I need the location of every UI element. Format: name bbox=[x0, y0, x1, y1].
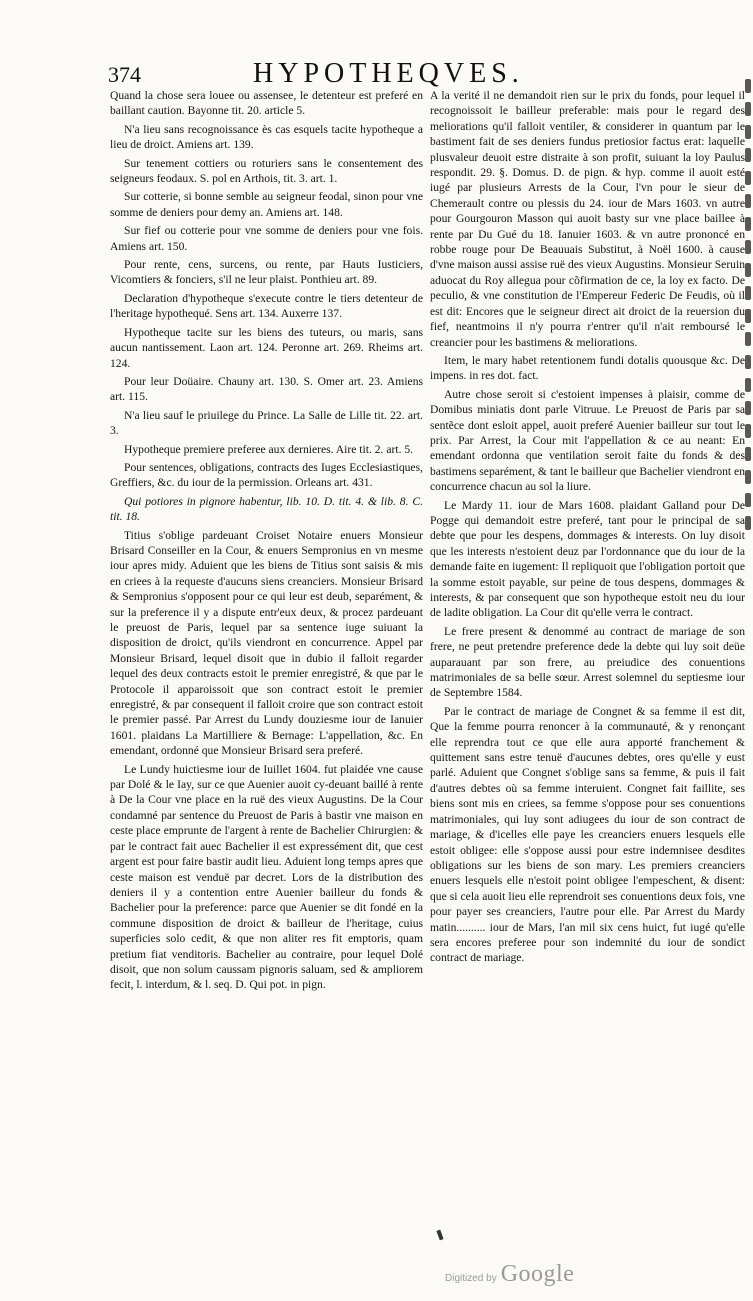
paragraph: Item, le mary habet retentionem fundi dotalis quousque &c. De impens. in res dot. fact. bbox=[430, 353, 745, 383]
paragraph: Le frere present & denommé au contract de mariage de son frere, ne peut pretendre preference dede la debte qui luy soit deüe auparauant par son frere, au preiudice des conuentions matrimoniales de sa belle sœur. Arrest solemnel du septiesme iour de Septembre 1584. bbox=[430, 624, 745, 700]
google-logo: Google bbox=[500, 1261, 575, 1287]
paragraph: Sur tenement cottiers ou roturiers sans le consentement des seigneurs feodaux. S. pol en Arthois, tit. 3. art. 1. bbox=[110, 156, 423, 186]
paragraph: Titius s'oblige pardeuant Croiset Notaire enuers Monsieur Brisard Conseiller en la Cour, & enuers Sempronius en vn mesme iour apres midy. Aduient que les biens de Titius sont saisis & mis en criees à la requeste d'aucuns siens creanciers. Monsieur Brisard & Sempronius s'opposent pour ce qui leur est deub, separément, & sur la preference il y a dispute entr'eux deux, & procez pardeuant le preuost de Paris, lequel par sa sentence iuge suiuant la disposition de droict, qu'ils viendront en concurrence. Appel par Monsieur Brisard, lequel disoit que in dubio il falloit regarder lequel des deux contracts estoit le premier enregistré, & que par le Protocole il apparoissoit que son contract estoit le premier enregistré, & par consequent il falloit croire que son contract estoit le premier passé. Par Arrest du Lundy douziesme iour de Ianuier 1601. plaidans La Martilliere & Bernage: L'appellation, &c. En emendant, ordonné que Monsieur Brisard sera preferé. bbox=[110, 528, 423, 758]
paragraph: N'a lieu sans recognoissance ès cas esquels tacite hypotheque a lieu de droict. Amiens art. 139. bbox=[110, 122, 423, 152]
paragraph: Par le contract de mariage de Congnet & sa femme il est dit, Que la femme pourra renoncer à la communauté, & y renonçant elle reprendra tout ce que elle aura apporté franchement & quittement sans estre tenuë d'aucunes debtes, ores qu'elle y eust parlé. Aduient que Congnet s'oblige sans sa femme, & puis il fait d'autres debtes où sa femme interuient. Congnet fait faillite, ses biens sont mis en criees, sa femme s'oppose pour ses conuentions matrimoniales, qui luy sont adiugees du iour de son contract de mariage, & d'icelles elle paye les creanciers enuers lesquels elle estoit obligee: elle s'oppose aussi pour estre indemnisee desdites obligations sur les biens de son mary. Les premiers creanciers enuers lesquels elle n'estoit point obligee l'empeschent, & disent: que si cela auoit lieu elle reprendroit ses conuentions deux fois, vne pour payer ses creanciers, l'autre pour elle. Par Arrest du Mardy matin.......... iour de Mars, l'an mil six cens huict, fut iugé qu'elle sera encores preferee pour son indemnité du iour de sondict contract de mariage. bbox=[430, 704, 745, 965]
paragraph: N'a lieu sauf le priuilege du Prince. La Salle de Lille tit. 22. art. 3. bbox=[110, 408, 423, 438]
right-column bbox=[430, 88, 745, 1203]
digitization-watermark bbox=[445, 1262, 574, 1288]
paragraph: Le Lundy huictiesme iour de Iuillet 1604. fut plaidée vne cause par Dolé & le Iay, sur ce que Auenier auoit cy-deuant baillé à rente à De la Cour vne place en la ruë des vieux Augustins. De la Cour condamné par sentence du Preuost de Paris à bastir vne maison en ceste place emprunte de l'argent à rente de Bachelier Chirurgien: & par le contract fait auec Bachelier il est expressément dit, que cest argent est pour faire bastir audit lieu. Aduient long temps apres que ceste maison est venduë par decret. Lors de la distribution des deniers il y a contention entre Auenier bailleur du fonds & Bachelier pour la preference: parce que Auenier se dit fondé en la commune disposition de droict & bailleur de l'heritage, cuius superficies solo cedit, & que non aliter res fit emptoris, quam pretium fiat venditoris. Bachelier au contraire, pour lequel Dolé disoit, que non solum caussam pignoris saluam, sed & ampliorem fecit, l. interdum, & l. seq. D. Qui pot. in pign. bbox=[110, 762, 423, 992]
paragraph: Sur fief ou cotterie pour vne somme de deniers pour vne fois. Amiens art. 150. bbox=[110, 224, 423, 253]
paragraph: Pour leur Doüaire. Chauny art. 130. S. Omer art. 23. Amiens art. 115. bbox=[110, 374, 423, 404]
paragraph: Pour rente, cens, surcens, ou rente, par Hauts Iusticiers, Vicomtiers & fonciers, s'il ne leur plaist. Ponthieu art. 89. bbox=[110, 258, 423, 287]
page-number: 374 bbox=[108, 62, 141, 87]
paragraph: Sur cotterie, si bonne semble au seigneur feodal, sinon pour vne somme de deniers pour demy an. Amiens art. 148. bbox=[110, 190, 423, 219]
paragraph: Hypotheque tacite sur les biens des tuteurs, ou maris, sans aucun nantissement. Laon art. 124. Peronne art. 269. Rheims art. 124. bbox=[110, 325, 423, 370]
margin-print-bleed bbox=[743, 70, 753, 630]
paragraph: Le Mardy 11. iour de Mars 1608. plaidant Galland pour De Pogge qui demandoit estre preferé, tant pour le principal de sa debte que pour les despens, dommages & interests. On luy disoit que les interests n'estoient deuz par l'ordonnance que du iour de la demande faite en iugement: Il repliquoit que l'obligation portoit que la somme estoit payable, sur peine de tous despens, dommages & interests, & par consequent que son hypotheque estoit neu du iour de ladite obligation. La Cour dit qu'elle verra le contract. bbox=[430, 498, 745, 620]
paragraph: A la verité il ne demandoit rien sur le prix du fonds, pour lequel il recognoissoit le bailleur preferable: mais pour le regard des meliorations qu'il falloit ventiler, & considerer in quantum par le bastiment fait de ses deniers fundus pretiosior factus erat: laquelle plusvaleur deuoit estre distraite à son profit, suiuant la loy Paulus respondit. 29. §. Domus. D. de pign. & hyp. comme il auoit esté iugé par plusieurs Arrests de la Cour, l'vn pour le sieur de Chemerault contre ou plessis du 24. iour de Mars 1603. vn autre pour Gourgouron Masson qui auoit basty sur vne place baillee à rente par Du Gué du 18. Ianuier 1603. & vn autre prononcé en robbe rouge pour De Beauuais Substitut, à Noël 1600. à cause d'vne maison aussi assise ruë des vieux Augustins. Monsieur Seruin aduocat du Roy allegua pour cõfirmation de ce, la loy ex facto. De peculio, & vne constitution de l'Empereur Federic De Feudis, où il est dit: Encores que le seigneur direct ait droict de la reuersion du fief, neantmoins il n'y pourra r'entrer qu'il n'ait remboursé le creancier pour les bastimens & meliorations. bbox=[430, 89, 745, 349]
watermark-prefix: Digitized by bbox=[445, 1273, 497, 1284]
ink-mark bbox=[436, 1230, 443, 1241]
left-column bbox=[110, 88, 423, 1203]
paragraph: Hypotheque premiere preferee aux dernieres. Aire tit. 2. art. 5. bbox=[124, 442, 414, 456]
running-title: HYPOTHEQVES. bbox=[253, 58, 524, 89]
paragraph: Pour sentences, obligations, contracts des Iuges Ecclesiastiques, Greffiers, &c. du iour de la permission. Orleans art. 431. bbox=[110, 460, 423, 490]
paragraph: Autre chose seroit si c'estoient impenses à plaisir, comme de Domibus miniatis dont parle Vitruue. Le Preuost de Paris par sa sentẽce dont esloit appel, auoit preferé Auenier bailleur sur tout le prix. Par Arrest, la Cour mit l'appellation & ce au neant: En emendant ordonna que ventilation seroit faite du fonds & des bastimens separément, & tant le bailleur que Bachelier viendront en concurrence chacun au sol la liure. bbox=[430, 387, 745, 494]
latin-citation: Qui potiores in pignore habentur, lib. 10. D. tit. 4. & lib. 8. C. tit. 18. bbox=[110, 494, 423, 524]
paragraph: Declaration d'hypotheque s'execute contre le tiers detenteur de l'heritage hypothequé. Sens art. 134. Auxerre 137. bbox=[110, 291, 423, 321]
paragraph: Quand la chose sera louee ou assensee, le detenteur est preferé en baillant caution. Bayonne tit. 20. article 5. bbox=[110, 89, 423, 118]
